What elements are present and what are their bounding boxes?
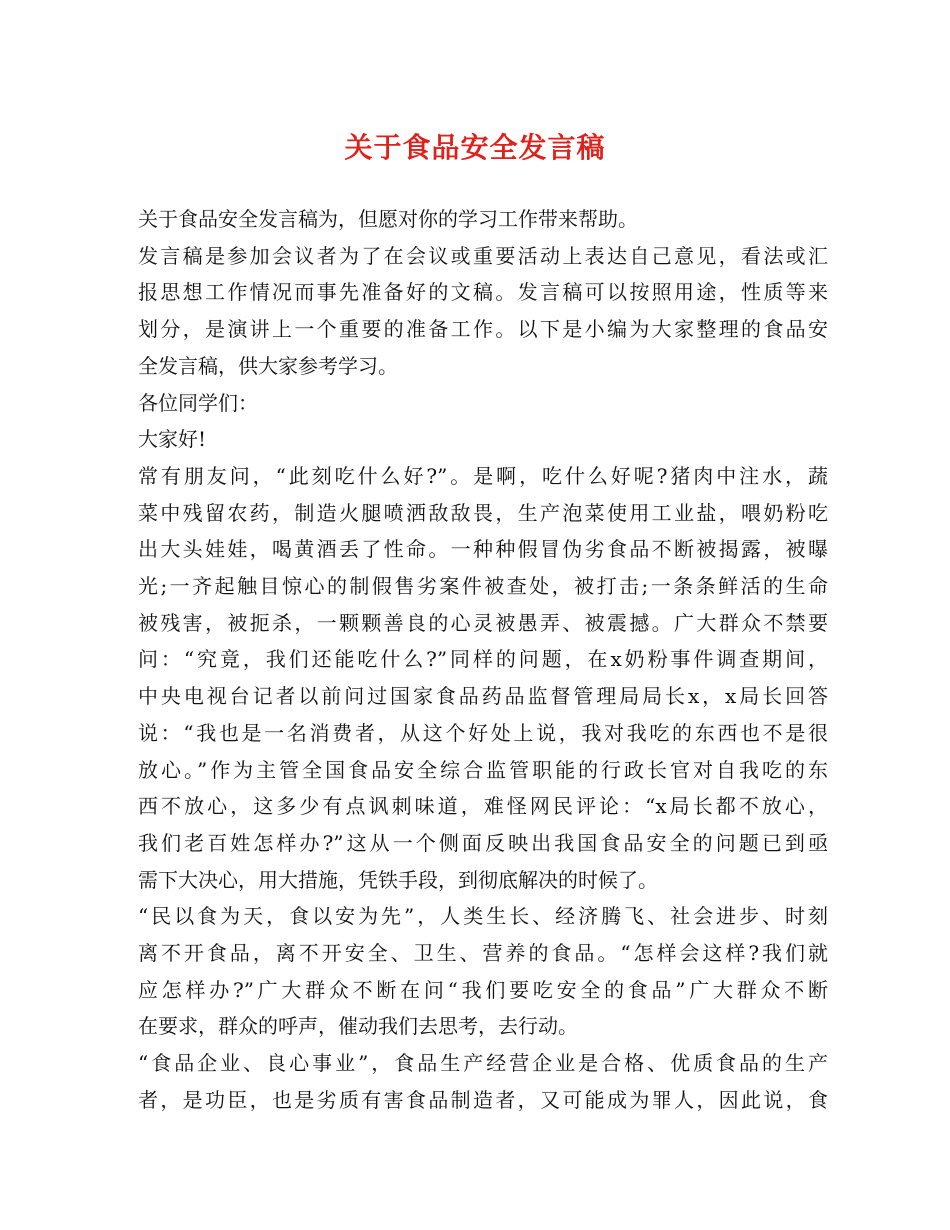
text-line: 我们老百姓怎样办?”这从一个侧面反映出我国食品安全的问题已到亟 (138, 830, 828, 855)
text-line: 发言稿是参加会议者为了在会议或重要活动上表达自己意见，看法或汇 (138, 243, 828, 268)
text-line: 西不放心，这多少有点讽刺味道，难怪网民评论：“x局长都不放心， (138, 794, 828, 819)
text-line: 常有朋友问，“此刻吃什么好?”。是啊，吃什么好呢?猪肉中注水，蔬 (138, 463, 828, 488)
text-line: 在要求，群众的呼声，催动我们去思考，去行动。 (138, 1014, 578, 1039)
text-line: 划分，是演讲上一个重要的准备工作。以下是小编为大家整理的食品安 (138, 317, 828, 342)
text-line: 光;一齐起触目惊心的制假售劣案件被查处，被打击;一条条鲜活的生命 (138, 574, 828, 599)
text-line: 问：“究竟，我们还能吃什么?”同样的问题，在x奶粉事件调查期间， (138, 647, 828, 672)
text-line: 全发言稿，供大家参考学习。 (138, 353, 398, 378)
text-line: 说：“我也是一名消费者，从这个好处上说，我对我吃的东西也不是很 (138, 720, 828, 745)
text-line: “食品企业、良心事业”，食品生产经营企业是合格、优质食品的生产 (138, 1051, 828, 1076)
text-line: 菜中残留农药，制造火腿喷洒敌敌畏，生产泡菜使用工业盐，喂奶粉吃 (138, 500, 828, 525)
text-line: 离不开食品，离不开安全、卫生、营养的食品。“怎样会这样?我们就 (138, 941, 828, 966)
text-line: 者，是功臣，也是劣质有害食品制造者，又可能成为罪人，因此说，食 (138, 1087, 828, 1112)
text-line: 大家好! (138, 427, 207, 452)
text-line: 放心。”作为主管全国食品安全综合监管职能的行政长官对自我吃的东 (138, 757, 828, 782)
text-line: 被残害，被扼杀，一颗颗善良的心灵被愚弄、被震撼。广大群众不禁要 (138, 610, 828, 635)
text-line: 出大头娃娃，喝黄酒丢了性命。一种种假冒伪劣食品不断被揭露，被曝 (138, 537, 828, 562)
document-body (138, 201, 828, 1119)
text-line: 中央电视台记者以前问过国家食品药品监督管理局局长x，x局长回答 (138, 684, 828, 709)
text-line: 各位同学们： (138, 390, 258, 415)
text-line: 应怎样办?”广大群众不断在问“我们要吃安全的食品”广大群众不断 (138, 977, 828, 1002)
text-line: 需下大决心，用大措施，凭铁手段，到彻底解决的时候了。 (138, 867, 658, 892)
text-line: 关于食品安全发言稿为，但愿对你的学习工作带来帮助。 (138, 207, 638, 231)
text-line: “民以食为天，食以安为先”，人类生长、经济腾飞、社会进步、时刻 (138, 904, 828, 929)
text-line: 报思想工作情况而事先准备好的文稿。发言稿可以按照用途，性质等来 (138, 280, 828, 305)
document-title: 关于食品安全发言稿 (344, 131, 606, 164)
